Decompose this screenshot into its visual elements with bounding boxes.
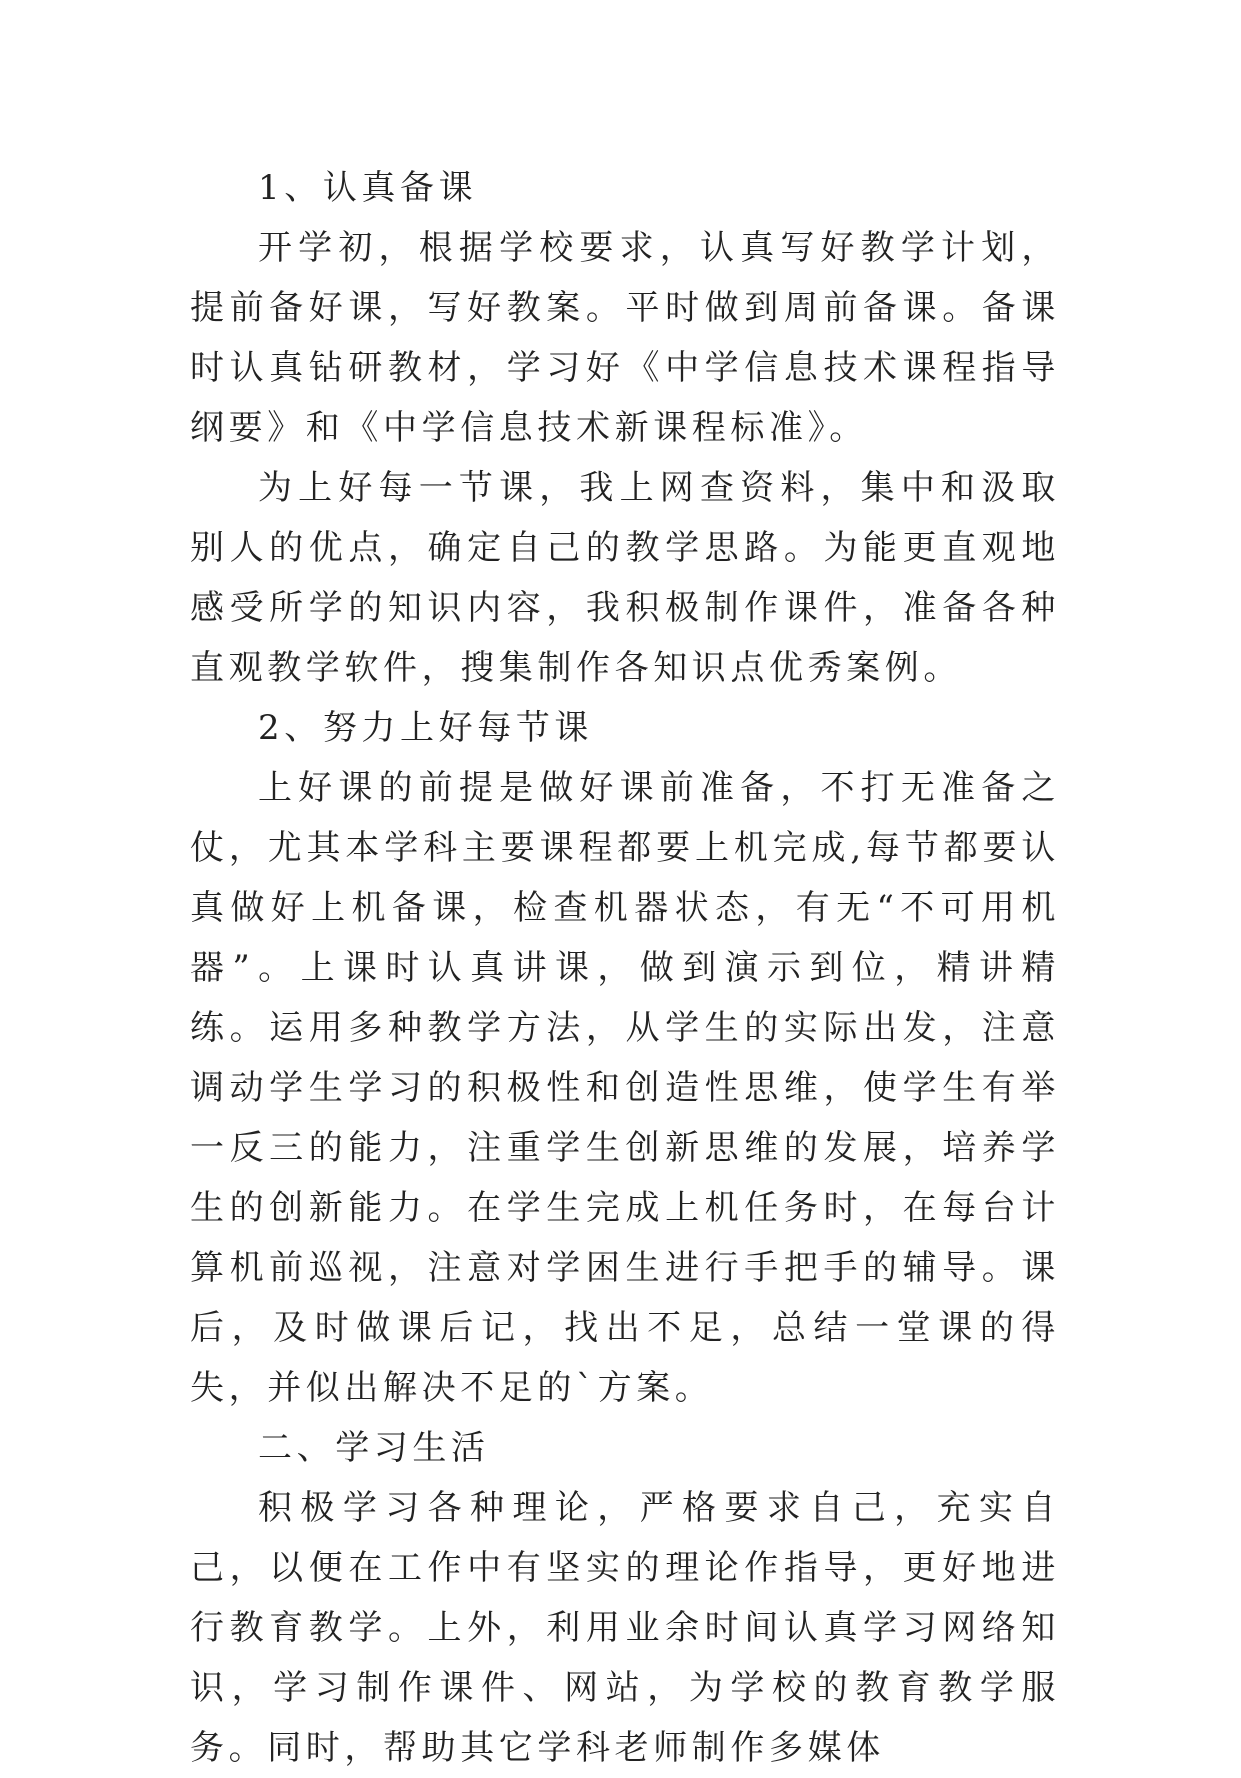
paragraph-study-theory: 积极学习各种理论，严格要求自己，充实自己，以便在工作中有坚实的理论作指导，更好地进行教育教学。上外，利用业余时间认真学习网络知识，学习制作课件、网站，为学校的教育教学服务。同时，帮助其它学科老师制作多媒体 [190, 1488, 1060, 1768]
heading-study-life: 二、学习生活 [258, 1428, 490, 1468]
heading-teach-each-class: 2、努力上好每节课 [258, 708, 594, 748]
paragraph-courseware: 为上好每一节课，我上网查资料，集中和汲取别人的优点，确定自己的教学思路。为能更直观地感受所学的知识内容，我积极制作课件，准备各种直观教学软件，搜集制作各知识点优秀案例。 [190, 468, 1060, 688]
paragraph-class-preparation: 上好课的前提是做好课前准备，不打无准备之仗，尤其本学科主要课程都要上机完成,每节都要认真做好上机备课，检查机器状态，有无“不可用机器”。上课时认真讲课，做到演示到位，精讲精练。运用多种教学方法，从学生的实际出发，注意调动学生学习的积极性和创造性思维，使学生有举一反三的能力，注重学生创新思维的发展，培养学生的创新能力。在学生完成上机任务时，在每台计算机前巡视，注意对学困生进行手把手的辅导。课后，及时做课后记，找出不足，总结一堂课的得失，并似出解决不足的`方案。 [190, 768, 1060, 1408]
heading-prepare-lessons: 1、认真备课 [258, 168, 478, 208]
document-body [190, 158, 1060, 1778]
paragraph-teaching-plan: 开学初，根据学校要求，认真写好教学计划，提前备好课，写好教案。平时做到周前备课。备课时认真钻研教材，学习好《中学信息技术课程指导纲要》和《中学信息技术新课程标准》。 [190, 228, 1060, 448]
